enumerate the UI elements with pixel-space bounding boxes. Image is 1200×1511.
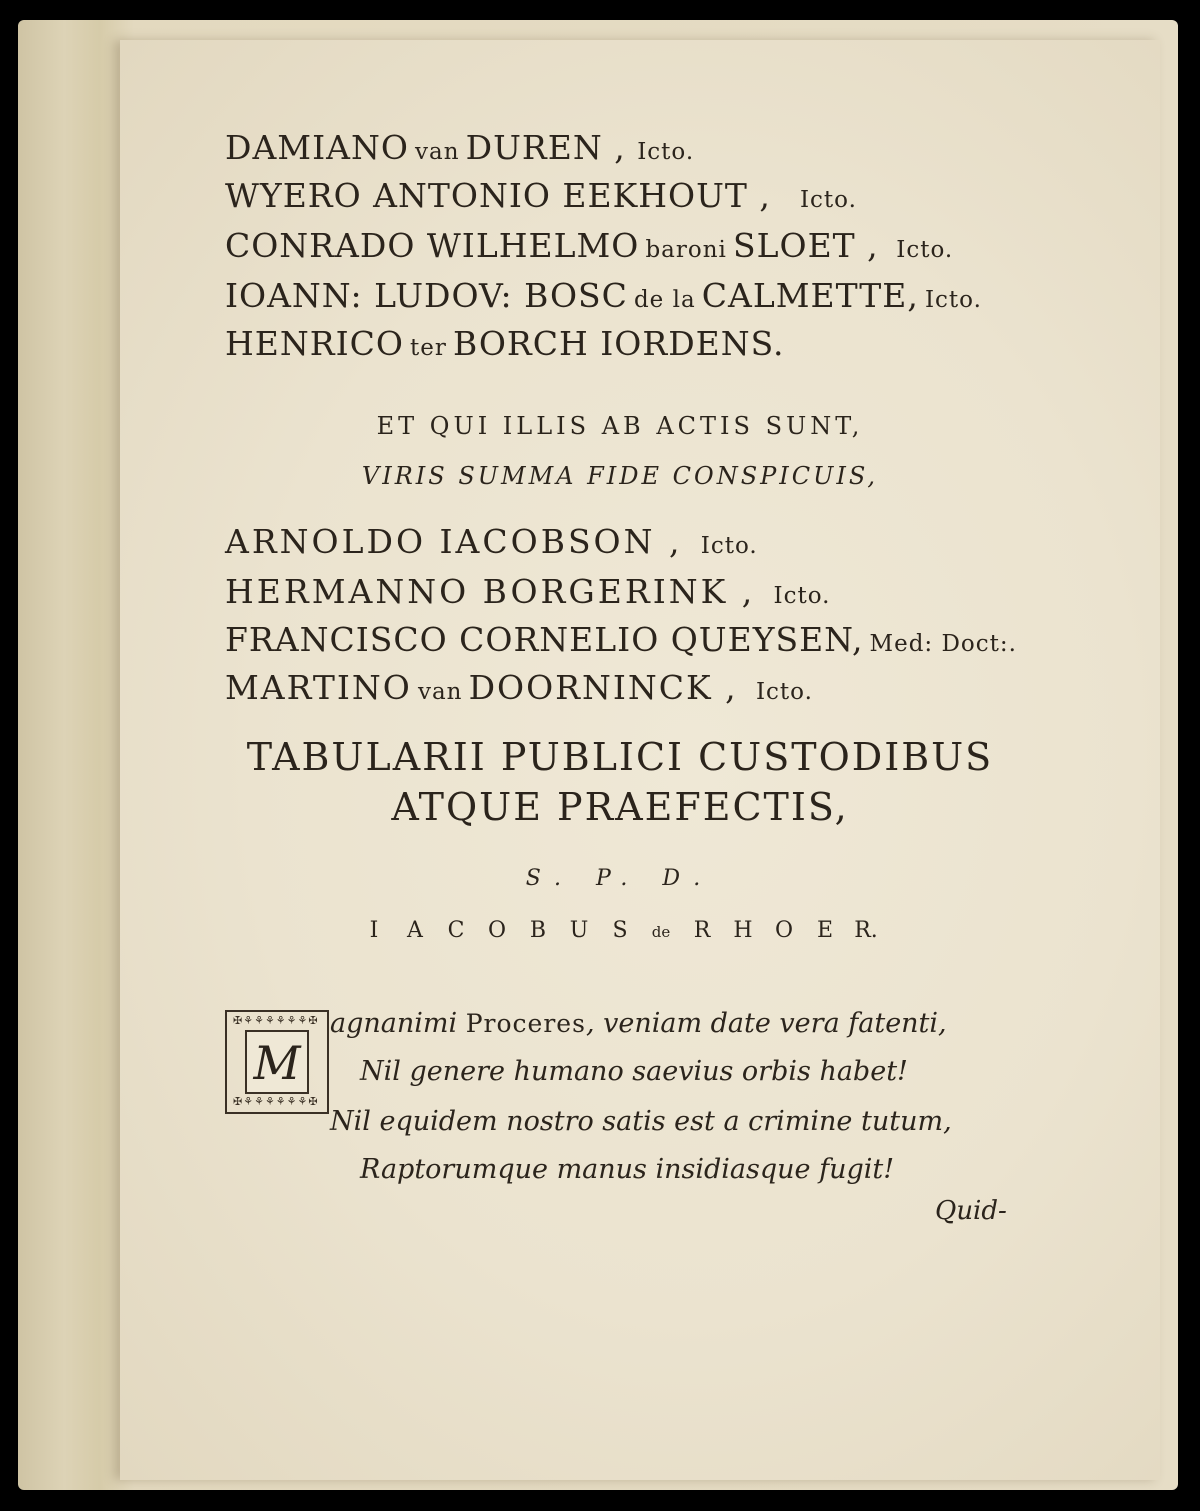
dedicatee-name: IOANN: LUDOV: BOSC: [225, 276, 628, 315]
dedicatee-name: DUREN: [465, 128, 603, 167]
dedicatee-name: ARNOLDO IACOBSON ,: [225, 522, 683, 561]
author-letter: R: [693, 918, 711, 943]
dedicatee-name: BORCH IORDENS.: [452, 324, 785, 363]
author-letter: E: [816, 918, 834, 943]
main-heading-2: ATQUE PRAEFECTIS,: [391, 785, 849, 829]
dedicatee-title: Icto.: [773, 583, 831, 609]
dedicatee-name: CONRADO WILHELMO: [225, 226, 640, 265]
dedicatee-particle: ter: [410, 335, 447, 361]
verse-line-1: [330, 1008, 947, 1039]
dedicatee-line: [225, 572, 830, 611]
author-letter: O: [774, 918, 794, 943]
dedicatee-name: SLOET: [733, 226, 856, 265]
dedicatee-name: CALMETTE,: [701, 276, 919, 315]
verse-line-2: Nil genere humano saevius orbis habet!: [360, 1056, 908, 1087]
dedicatee-title: Icto.: [924, 287, 982, 313]
main-heading: TABULARII PUBLICI CUSTODIBUS: [246, 735, 994, 779]
dedicatee-line: [225, 324, 785, 363]
author-letter: I: [369, 918, 379, 943]
author-letter: A: [407, 918, 423, 943]
section-subheading: VIRIS SUMMA FIDE CONSPICUIS,: [361, 462, 879, 490]
author-letter: H: [733, 918, 753, 943]
drop-cap-letter: M: [253, 1036, 301, 1090]
verse-text: , veniam date vera fatenti,: [585, 1008, 947, 1039]
dedicatee-title: Icto.: [896, 237, 954, 263]
author-letter: O: [487, 918, 507, 943]
dedicatee-name: DAMIANO: [225, 128, 409, 167]
author-letter: de: [651, 923, 671, 941]
spd-salutation: S. P. D.: [525, 866, 715, 891]
catchword: Quid-: [935, 1196, 1007, 1226]
author-name: [225, 918, 1015, 943]
verse-line-4: Raptorumque manus insidiasque fugit!: [360, 1154, 895, 1185]
dedicatee-line: [225, 276, 982, 315]
verse-caps: Proceres: [465, 1009, 586, 1038]
dedicatee-line: CONRADO WILHELMO baroni SLOET , Icto.: [225, 226, 954, 265]
verse-line-3: Nil equidem nostro satis est a crimine tutum,: [330, 1106, 952, 1137]
dedicatee-particle: van: [417, 679, 463, 705]
drop-cap-ornament: [225, 1010, 329, 1114]
author-letter: C: [447, 918, 465, 943]
dedicatee-line: WYERO ANTONIO EEKHOUT , Icto.: [225, 176, 857, 215]
author-letter: R.: [854, 918, 878, 943]
dedicatee-title: Icto.: [799, 187, 857, 213]
dedicatee-title: Icto.: [637, 139, 695, 165]
section-heading: ET QUI ILLIS AB ACTIS SUNT,: [376, 412, 864, 440]
dedicatee-particle: baroni: [645, 237, 727, 263]
dedicatee-title: Med: Doct:.: [869, 631, 1017, 657]
dedicatee-particle: van: [414, 139, 460, 165]
dedicatee-name: MARTINO: [225, 668, 412, 707]
dedicatee-line: [225, 620, 1017, 659]
dedicatee-name: HERMANNO BORGERINK ,: [225, 572, 756, 611]
author-letter: B: [529, 918, 547, 943]
dedicatee-name: WYERO ANTONIO EEKHOUT: [225, 176, 748, 215]
dedicatee-name: DOORNINCK ,: [468, 668, 738, 707]
dedicatee-line: [225, 668, 813, 707]
dedicatee-particle: de la: [633, 287, 696, 313]
verse-text: agnanimi: [330, 1008, 458, 1039]
dedicatee-line: [225, 522, 758, 561]
dedicatee-name: HENRICO: [225, 324, 404, 363]
author-letter: U: [569, 918, 589, 943]
author-letter: S: [612, 918, 628, 943]
dedicatee-line: DAMIANO van DUREN , Icto.: [225, 128, 695, 167]
dedicatee-title: Icto.: [755, 679, 813, 705]
ornament-border-icon: ✠⚘⚘⚘⚘⚘⚘✠: [233, 1014, 319, 1027]
ornament-border-icon: ✠⚘⚘⚘⚘⚘⚘✠: [233, 1095, 319, 1108]
dedicatee-title: Icto.: [700, 533, 758, 559]
dedicatee-name: FRANCISCO CORNELIO QUEYSEN,: [225, 620, 864, 659]
